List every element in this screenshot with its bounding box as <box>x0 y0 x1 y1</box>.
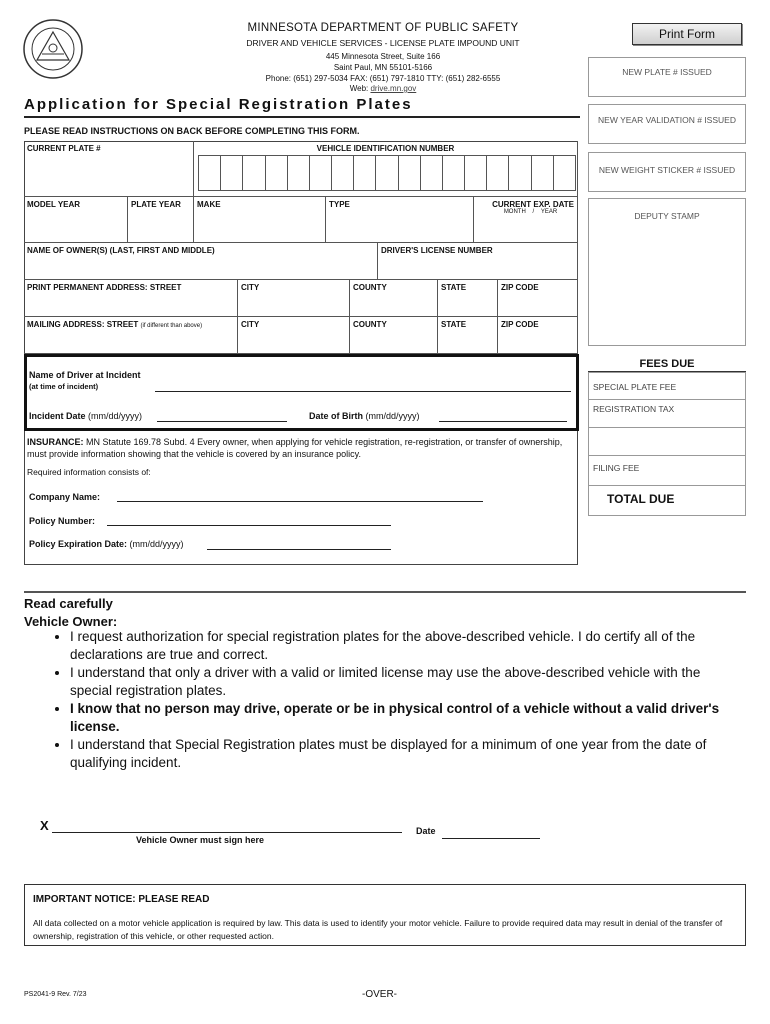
fees-title: FEES DUE <box>588 358 746 372</box>
perm-city-field[interactable] <box>238 280 350 317</box>
expiration-input[interactable] <box>207 549 391 550</box>
policy-input[interactable] <box>107 525 391 526</box>
web-link[interactable]: drive.mn.gov <box>370 84 417 93</box>
driver-label: Name of Driver at Incident <box>29 370 141 380</box>
mail-state-label: STATE <box>441 320 467 329</box>
month-label: MONTH <box>503 209 526 215</box>
year-label: YEAR <box>540 209 558 215</box>
type-field[interactable] <box>326 197 474 243</box>
perm-street-label: PRINT PERMANENT ADDRESS: STREET <box>27 283 182 292</box>
mail-street-field[interactable] <box>24 317 238 354</box>
form-id: PS2041-9 Rev. 7/23 <box>24 991 87 998</box>
owner-name-label: NAME OF OWNER(S) (LAST, FIRST AND MIDDLE) <box>27 246 215 255</box>
make-field[interactable] <box>194 197 326 243</box>
notice-heading: IMPORTANT NOTICE: PLEASE READ <box>33 894 210 905</box>
insurance-statute: INSURANCE: MN Statute 169.78 Subd. 4 Every owner, when applying for vehicle registration, re-registration, or transfer of ownership, must provide information showing that the vehicle is covered by an insurance policy. <box>27 437 563 459</box>
plate-year-label: PLATE YEAR <box>131 200 181 209</box>
policy-label: Policy Number: <box>29 516 96 526</box>
expiration-label: Policy Expiration Date: (mm/dd/yyyy) <box>29 539 184 549</box>
mail-zip-field[interactable] <box>498 317 578 354</box>
mail-city-field[interactable] <box>238 317 350 354</box>
company-input[interactable] <box>117 501 483 502</box>
unit-name: DRIVER AND VEHICLE SERVICES - LICENSE PLATE IMPOUND UNIT <box>246 38 520 48</box>
perm-county-field[interactable] <box>350 280 438 317</box>
slash-label: / <box>532 209 535 215</box>
mail-street-label: MAILING ADDRESS: STREET <box>27 320 139 329</box>
perm-county-label: COUNTY <box>353 283 387 292</box>
vin-character-boxes[interactable] <box>198 155 576 191</box>
phone-line: Phone: (651) 297-5034 FAX: (651) 797-1810 TTY: (651) 282-6555 <box>265 74 501 83</box>
declarations-list <box>52 628 732 772</box>
new-plate-box[interactable]: NEW PLATE # ISSUED <box>588 57 746 97</box>
exp-date-sublabels <box>477 209 574 215</box>
vehicle-owner-heading: Vehicle Owner: <box>24 614 118 629</box>
registration-tax[interactable]: REGISTRATION TAX <box>588 400 746 428</box>
perm-state-label: STATE <box>441 283 467 292</box>
declaration-1: • I request authorization for special registration plates for the above-described vehicle. I do certify all of the declarations are true and correct. <box>70 628 732 664</box>
mail-county-label: COUNTY <box>353 320 387 329</box>
web-line <box>150 84 616 93</box>
statement-divider <box>24 591 746 593</box>
mail-city-label: CITY <box>241 320 260 329</box>
deputy-stamp-box: DEPUTY STAMP <box>588 198 746 346</box>
dob-label: Date of Birth (mm/dd/yyyy) <box>309 411 420 421</box>
exp-date-label: CURRENT EXP. DATE <box>492 200 574 209</box>
date-label: Date <box>416 826 436 836</box>
print-form-button[interactable]: Print Form <box>632 23 742 45</box>
form-title: Application for Special Registration Plates <box>24 96 413 113</box>
important-notice <box>24 884 746 946</box>
model-year-label: MODEL YEAR <box>27 200 81 209</box>
perm-state-field[interactable] <box>438 280 498 317</box>
notice-text: All data collected on a motor vehicle application is required by law. This data is used to identify your motor vehicle. Failure to provide required data may result in denial of the transfer of ownership, registration of this vehicle, or other requested action. <box>33 918 723 941</box>
instructions-note: PLEASE READ INSTRUCTIONS ON BACK BEFORE COMPLETING THIS FORM. <box>24 126 360 136</box>
signature-x: X <box>40 818 49 833</box>
incident-box <box>24 354 579 431</box>
declaration-4: • I understand that Special Registration plates must be displayed for a minimum of one year from the date of qualifying incident. <box>70 736 732 772</box>
plate-year-field[interactable] <box>128 197 194 243</box>
vin-label: VEHICLE IDENTIFICATION NUMBER <box>316 144 455 153</box>
street-address: 445 Minnesota Street, Suite 166 <box>325 52 441 61</box>
perm-zip-field[interactable] <box>498 280 578 317</box>
web-label: Web: <box>349 84 371 93</box>
new-year-box[interactable]: NEW YEAR VALIDATION # ISSUED <box>588 104 746 144</box>
type-label: TYPE <box>329 200 350 209</box>
incident-date-input[interactable] <box>157 421 287 422</box>
dob-input[interactable] <box>439 421 567 422</box>
incident-date-label: Incident Date (mm/dd/yyyy) <box>29 411 143 421</box>
dl-number-label: DRIVER'S LICENSE NUMBER <box>381 246 493 255</box>
signature-caption: Vehicle Owner must sign here <box>136 835 265 845</box>
mail-note: (if different than above) <box>140 323 203 329</box>
perm-zip-label: ZIP CODE <box>501 283 539 292</box>
title-divider <box>24 116 580 118</box>
make-label: MAKE <box>197 200 221 209</box>
declaration-3: • I know that no person may drive, operate or be in physical control of a vehicle without a valid driver's license. <box>70 700 732 736</box>
current-plate-field[interactable] <box>24 141 194 197</box>
state-seal-logo <box>22 18 84 80</box>
perm-street-field[interactable] <box>24 280 238 317</box>
exp-date-field[interactable] <box>474 197 578 243</box>
insurance-section <box>24 431 578 565</box>
mail-zip-label: ZIP CODE <box>501 320 539 329</box>
total-due[interactable]: TOTAL DUE <box>588 486 746 516</box>
signature-date-input[interactable] <box>442 838 540 839</box>
declaration-2: • I understand that only a driver with a valid or limited license may use the above-described vehicle with the special registration plates. <box>70 664 732 700</box>
driver-sub: (at time of incident) <box>29 382 99 391</box>
filing-fee[interactable]: FILING FEE <box>588 456 746 486</box>
mail-state-field[interactable] <box>438 317 498 354</box>
new-weight-box[interactable]: NEW WEIGHT STICKER # ISSUED <box>588 152 746 192</box>
dl-number-field[interactable] <box>378 243 578 280</box>
owner-name-field[interactable] <box>24 243 378 280</box>
model-year-field[interactable] <box>24 197 128 243</box>
current-plate-label: CURRENT PLATE # <box>27 144 101 153</box>
over-label: -OVER- <box>362 989 397 1000</box>
city-address: Saint Paul, MN 55101-5166 <box>333 63 433 72</box>
driver-input[interactable] <box>155 391 571 392</box>
special-plate-fee[interactable]: SPECIAL PLATE FEE <box>588 372 746 400</box>
mail-county-field[interactable] <box>350 317 438 354</box>
signature-input[interactable] <box>52 832 402 833</box>
perm-city-label: CITY <box>241 283 260 292</box>
blank-fee-row[interactable] <box>588 428 746 456</box>
agency-name: MINNESOTA DEPARTMENT OF PUBLIC SAFETY <box>247 22 519 34</box>
insurance-required: Required information consists of: <box>27 467 151 477</box>
company-label: Company Name: <box>29 492 101 502</box>
read-carefully: Read carefully <box>24 596 113 611</box>
